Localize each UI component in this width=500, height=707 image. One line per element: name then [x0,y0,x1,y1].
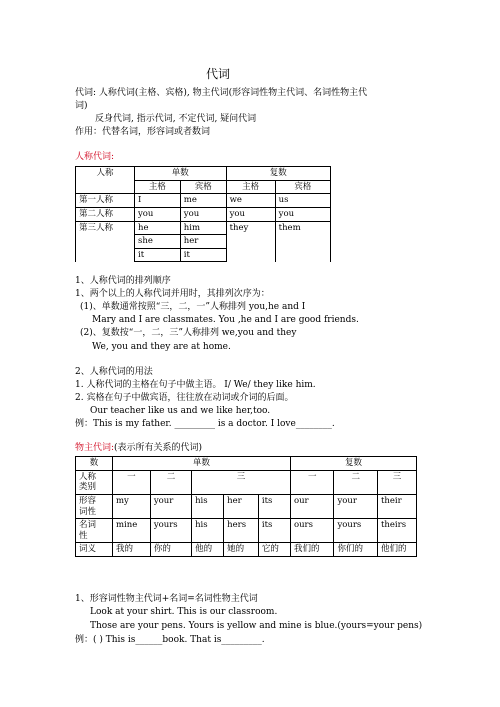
row-label: 性 [79,530,88,541]
table-header: 宾格 [275,180,330,194]
table-cell: them [275,221,330,262]
table-cell: their [378,494,417,518]
table-cell: yours [334,519,378,543]
table-cell: his [192,494,224,518]
intro-line: 作用：代替名词，形容词或者数词 [75,127,211,137]
text-line: 2、人称代词的用法 [75,367,153,377]
section-heading [75,442,202,454]
table-header: 数 [76,457,113,471]
table-cell: your [334,494,378,518]
table-cell: 他们的 [378,543,417,557]
table-cell: 三 [192,470,291,494]
table-cell: it [180,248,226,262]
table-cell: we [226,194,275,208]
table-cell: 我们的 [290,543,333,557]
table-cell [76,470,113,494]
table-cell: my [113,494,151,518]
table-cell: hers [224,519,259,543]
table-cell: you [226,207,275,221]
table-cell: your [150,494,191,518]
text-line: Our teacher like us and we like her,too. [90,406,271,416]
intro-line: 反身代词, 指示代词, 不定代词, 疑问代词 [95,114,257,124]
text-line: 例：( ) This is______book. That is_________. [75,635,265,645]
text-line: 1、形容词性物主代词+名词=名词性物主代词 [75,594,258,604]
table-cell: she [135,235,181,249]
text-line: 1. 人称代词的主格在句子中做主语。 I/ We/ they like him. [75,380,316,390]
table-cell: 第二人称 [76,207,135,221]
table-cell: 第一人称 [76,194,135,208]
table-cell: 二 [150,470,191,494]
table-cell: 你们的 [334,543,378,557]
table-cell: its [258,519,290,543]
section-heading-label: 物主代词: [75,443,115,453]
table-cell: you [275,207,330,221]
table-cell: they [226,221,275,262]
table-cell: 词义 [76,543,113,557]
intro-line: 词) [75,101,88,111]
table-cell: yours [150,519,191,543]
table-header: 复数 [290,457,416,471]
table-cell: me [180,194,226,208]
section-heading-note: (表示所有关系的代词) [114,443,203,453]
table-cell: 一 [290,470,333,494]
table-cell [76,494,113,518]
possessive-pronoun-table [75,456,417,557]
row-label: 人称 [79,471,97,482]
intro-line: 代词: 人称代词(主格、宾格), 物主代词(形容词性物主代词、名词性物主代 [75,88,368,98]
table-cell: he [135,221,181,235]
table-cell: its [258,494,290,518]
table-cell: 我的 [113,543,151,557]
table-cell: 三 [378,470,417,494]
table-header: 复数 [226,167,330,181]
text-line: Mary and I are classmates. You ,he and I are good friends. [92,315,359,325]
row-label: 名词 [79,520,97,531]
table-cell: 二 [334,470,378,494]
section-heading: 人称代词: [75,152,115,162]
text-line: (1)、单数通常按照“三，二，一”人称排列 you,he and I [80,302,306,312]
table-cell: him [180,221,226,235]
table-cell: 一 [113,470,151,494]
text-line: Look at your shirt. This is our classroom. [90,607,278,617]
table-cell: 他的 [192,543,224,557]
table-cell: you [135,207,181,221]
table-cell: you [180,207,226,221]
row-label: 形容 [79,495,97,506]
row-label: 词性 [79,506,97,517]
text-line: 例：This is my father. _________ is a doctor. I love________. [75,419,335,429]
personal-pronoun-table [75,166,331,262]
text-line: 1、两个以上的人称代词并用时，其排列次序为： [75,289,270,299]
text-line: Those are your pens. Yours is yellow and mine is blue.(yours=your pens) [90,621,423,631]
table-cell: our [290,494,333,518]
table-cell: 它的 [258,543,290,557]
table-cell: 你的 [150,543,191,557]
table-header: 宾格 [180,180,226,194]
text-line: (2)、复数按“一，二，三”人称排列 we,you and they [80,328,297,338]
table-cell: her [224,494,259,518]
table-cell: 第三人称 [76,221,135,262]
table-header: 单数 [135,167,227,181]
table-header: 单数 [113,457,291,471]
table-cell: ours [290,519,333,543]
page-title: 代词 [206,67,231,81]
row-label: 类别 [79,482,97,493]
table-cell: mine [113,519,151,543]
table-cell: I [135,194,181,208]
table-cell [76,519,113,543]
text-line: 2. 宾格在句子中做宾语，往往放在动词或介词的后面。 [75,393,294,403]
table-cell: his [192,519,224,543]
table-header: 主格 [226,180,275,194]
table-cell: it [135,248,181,262]
table-header: 主格 [135,180,181,194]
table-cell: us [275,194,330,208]
table-cell: her [180,235,226,249]
text-line: 1、人称代词的排列顺序 [75,276,171,286]
text-line: We, you and they are at home. [92,342,231,352]
table-header: 人称 [76,167,135,194]
table-cell: theirs [378,519,417,543]
table-cell: 她的 [224,543,259,557]
